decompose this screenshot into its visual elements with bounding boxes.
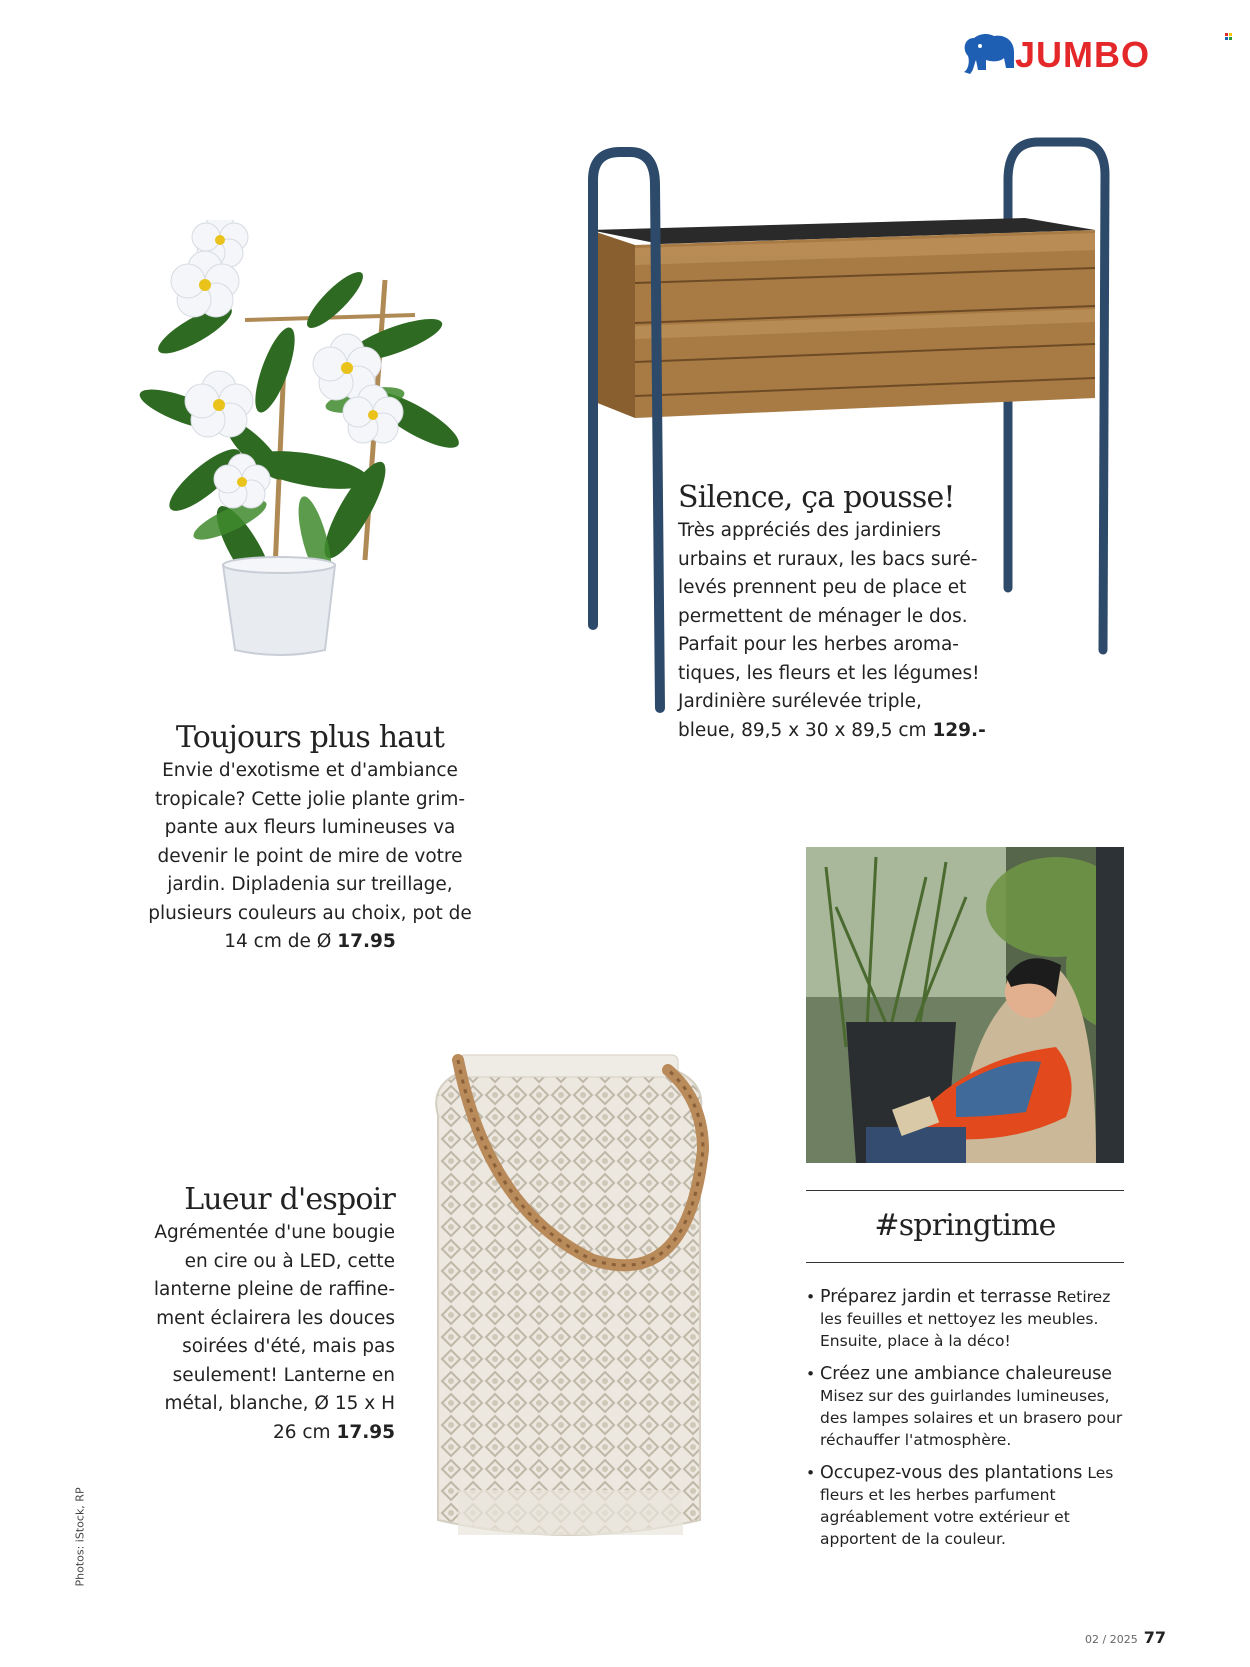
- elephant-icon: [960, 30, 1018, 76]
- planter-line: permettent de ménager le dos.: [678, 605, 968, 627]
- springtime-title: #springtime: [874, 1208, 1056, 1243]
- planter-line: tiques, les fleurs et les légumes!: [678, 662, 980, 684]
- page-footer: [1085, 1628, 1166, 1647]
- planter-line: levés prennent peu de place et: [678, 577, 967, 598]
- dipladenia-plant-image: [135, 220, 475, 710]
- lantern-title: Lueur d'espoir: [184, 1182, 395, 1217]
- planter-description: [678, 517, 1018, 745]
- springtime-tips: [806, 1286, 1136, 1561]
- tip-text: Misez sur des guirlandes lumineuses, des lampes solaires et un brasero pour réchauffer l'atmosphère.: [820, 1387, 1123, 1449]
- photo-credit: Photos: iStock, RP: [73, 1487, 87, 1587]
- tip-text: Retirez les feuilles et nettoyez les meubles. Ensuite, place à la déco!: [820, 1288, 1111, 1350]
- lantern-image: [418, 1040, 723, 1550]
- woman-relaxing-photo: [806, 847, 1124, 1163]
- plant-price-line: [140, 928, 480, 957]
- logo-wordmark: JUMBO: [1015, 34, 1151, 75]
- plant-price: 17.95: [337, 931, 396, 952]
- lantern-price: 17.95: [336, 1421, 395, 1443]
- plant-line: devenir le point de mire de votre: [157, 845, 463, 867]
- lantern-line: seulement! Lanterne en: [172, 1364, 395, 1386]
- plant-line: plusieurs couleurs au choix, pot de: [148, 902, 472, 924]
- planter-line: Très appréciés des jardiniers: [678, 520, 942, 541]
- bullet-icon: •: [806, 1288, 816, 1306]
- plant-title: Toujours plus haut: [175, 720, 445, 755]
- lantern-line: ment éclairera les douces: [156, 1307, 395, 1329]
- plant-line: pante aux fleurs lumineuses va: [164, 817, 456, 838]
- springtime-top-rule: [806, 1190, 1124, 1191]
- tip-text: Les fleurs et les herbes parfument agréablement votre extérieur et apportent de la couleur.: [820, 1464, 1114, 1548]
- planter-line: Jardinière surélevée triple,: [678, 691, 922, 712]
- lantern-line: en cire ou à LED, cette: [184, 1250, 395, 1272]
- lantern-line: métal, blanche, Ø 15 x H: [164, 1393, 395, 1414]
- jumbo-logo[interactable]: [960, 30, 1160, 80]
- tip-item: [806, 1363, 1136, 1451]
- lantern-article: [130, 1182, 395, 1447]
- tip-item: [806, 1286, 1136, 1352]
- bullet-icon: •: [806, 1464, 816, 1482]
- planter-line: urbains et ruraux, les bacs suré-: [678, 548, 978, 570]
- lantern-price-line: [130, 1419, 395, 1448]
- page-number: 77: [1143, 1628, 1166, 1647]
- planter-article: [678, 480, 1018, 745]
- planter-price-line: [678, 717, 1018, 746]
- springtime-bottom-rule: [806, 1262, 1124, 1263]
- lantern-line: Agrémentée d'une bougie: [154, 1222, 395, 1243]
- lantern-line: soirées d'été, mais pas: [182, 1336, 395, 1357]
- bullet-icon: •: [806, 1365, 816, 1383]
- tip-lead: Préparez jardin et terrasse: [820, 1287, 1052, 1307]
- print-colorbox: [1225, 33, 1232, 40]
- tip-lead: Occupez-vous des plantations: [820, 1463, 1083, 1483]
- planter-title: Silence, ça pousse!: [678, 480, 955, 515]
- planter-price: 129.-: [932, 719, 986, 741]
- issue-date: 02 / 2025: [1085, 1633, 1138, 1646]
- plant-article: [140, 720, 480, 957]
- plant-description: [140, 757, 480, 957]
- tip-lead: Créez une ambiance chaleureuse: [820, 1364, 1113, 1384]
- plant-line: tropicale? Cette jolie plante grim-: [154, 788, 466, 810]
- planter-last-line: bleue, 89,5 x 30 x 89,5 cm: [678, 719, 933, 741]
- planter-line: Parfait pour les herbes aroma-: [678, 634, 959, 655]
- lantern-last-line: 26 cm: [272, 1421, 337, 1443]
- lantern-description: [130, 1219, 395, 1447]
- tip-item: [806, 1462, 1136, 1550]
- plant-line: Envie d'exotisme et d'ambiance: [162, 760, 458, 781]
- lantern-line: lanterne pleine de raffine-: [153, 1279, 395, 1300]
- plant-last-line: 14 cm de Ø: [224, 931, 338, 952]
- plant-line: jardin. Dipladenia sur treillage,: [167, 874, 453, 895]
